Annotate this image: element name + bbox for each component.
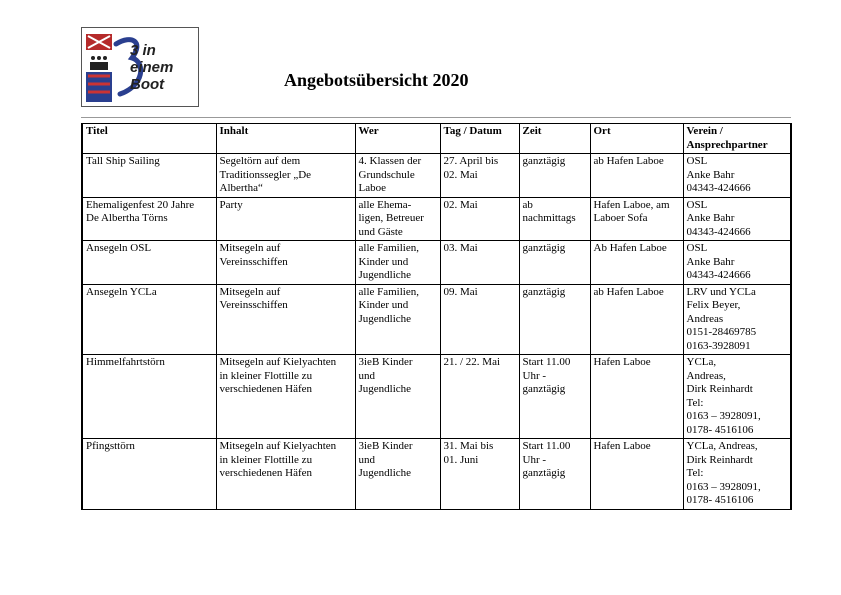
table-cell: 02. Mai <box>440 197 519 241</box>
table-cell: OSL Anke Bahr 04343-424666 <box>683 154 791 198</box>
table-cell: 31. Mai bis 01. Juni <box>440 439 519 510</box>
table-row <box>82 154 791 198</box>
table-cell: alle Ehema- ligen, Betreuer und Gäste <box>355 197 440 241</box>
column-header: Tag / Datum <box>440 124 519 154</box>
table-cell: 09. Mai <box>440 284 519 355</box>
table-cell: OSL Anke Bahr 04343-424666 <box>683 241 791 285</box>
table-cell: Hafen Laboe <box>590 439 683 510</box>
table-row <box>82 439 791 510</box>
table-cell: ab Hafen Laboe <box>590 284 683 355</box>
column-header: Inhalt <box>216 124 355 154</box>
column-header: Titel <box>82 124 216 154</box>
column-header: Wer <box>355 124 440 154</box>
table-row <box>82 355 791 439</box>
table-row <box>82 284 791 355</box>
table-cell: ganztägig <box>519 241 590 285</box>
table-cell: 21. / 22. Mai <box>440 355 519 439</box>
table-cell: Hafen Laboe, am Laboer Sofa <box>590 197 683 241</box>
column-header: Zeit <box>519 124 590 154</box>
table-cell: Ab Hafen Laboe <box>590 241 683 285</box>
table-cell: Pfingsttörn <box>82 439 216 510</box>
table-cell: Ansegeln OSL <box>82 241 216 285</box>
table-cell: Hafen Laboe <box>590 355 683 439</box>
table-cell: OSL Anke Bahr 04343-424666 <box>683 197 791 241</box>
table-cell: Ansegeln YCLa <box>82 284 216 355</box>
table-cell: Party <box>216 197 355 241</box>
column-header: Verein / Ansprechpartner <box>683 124 791 154</box>
table-cell: Himmelfahrtstörn <box>82 355 216 439</box>
table-cell: 4. Klassen der Grundschule Laboe <box>355 154 440 198</box>
table-cell: YCLa, Andreas, Dirk Reinhardt Tel: 0163 – 3928091, 0178- 4516106 <box>683 355 791 439</box>
table-cell: 27. April bis 02. Mai <box>440 154 519 198</box>
table-cell: Start 11.00 Uhr - ganztägig <box>519 439 590 510</box>
table-cell: 3ieB Kinder und Jugendliche <box>355 439 440 510</box>
table-cell: 03. Mai <box>440 241 519 285</box>
table-row <box>82 241 791 285</box>
logo-text: 3 in einem Boot <box>130 42 174 93</box>
table-cell: Segeltörn auf dem Traditionssegler „De Albertha“ <box>216 154 355 198</box>
table-row <box>82 197 791 241</box>
table-cell: ab Hafen Laboe <box>590 154 683 198</box>
page-title: Angebotsübersicht 2020 <box>284 70 469 90</box>
table-cell: ganztägig <box>519 284 590 355</box>
table-cell: alle Familien, Kinder und Jugendliche <box>355 241 440 285</box>
table-cell: ab nachmittags <box>519 197 590 241</box>
table-cell: Tall Ship Sailing <box>82 154 216 198</box>
table-cell: 3ieB Kinder und Jugendliche <box>355 355 440 439</box>
table-cell: ganztägig <box>519 154 590 198</box>
table-cell: Start 11.00 Uhr - ganztägig <box>519 355 590 439</box>
table-cell: Mitsegeln auf Vereinsschiffen <box>216 241 355 285</box>
logo <box>81 27 199 107</box>
table-header-row <box>82 124 791 154</box>
table-cell: Ehemaligenfest 20 Jahre De Albertha Törns <box>82 197 216 241</box>
table-cell: YCLa, Andreas, Dirk Reinhardt Tel: 0163 – 3928091, 0178- 4516106 <box>683 439 791 510</box>
column-header: Ort <box>590 124 683 154</box>
offers-table <box>81 123 792 510</box>
table-cell: LRV und YCLa Felix Beyer, Andreas 0151-28469785 0163-3928091 <box>683 284 791 355</box>
table-cell: Mitsegeln auf Kielyachten in kleiner Flottille zu verschiedenen Häfen <box>216 355 355 439</box>
divider <box>81 117 791 118</box>
table-cell: alle Familien, Kinder und Jugendliche <box>355 284 440 355</box>
table-cell: Mitsegeln auf Kielyachten in kleiner Flottille zu verschiedenen Häfen <box>216 439 355 510</box>
table-cell: Mitsegeln auf Vereinsschiffen <box>216 284 355 355</box>
